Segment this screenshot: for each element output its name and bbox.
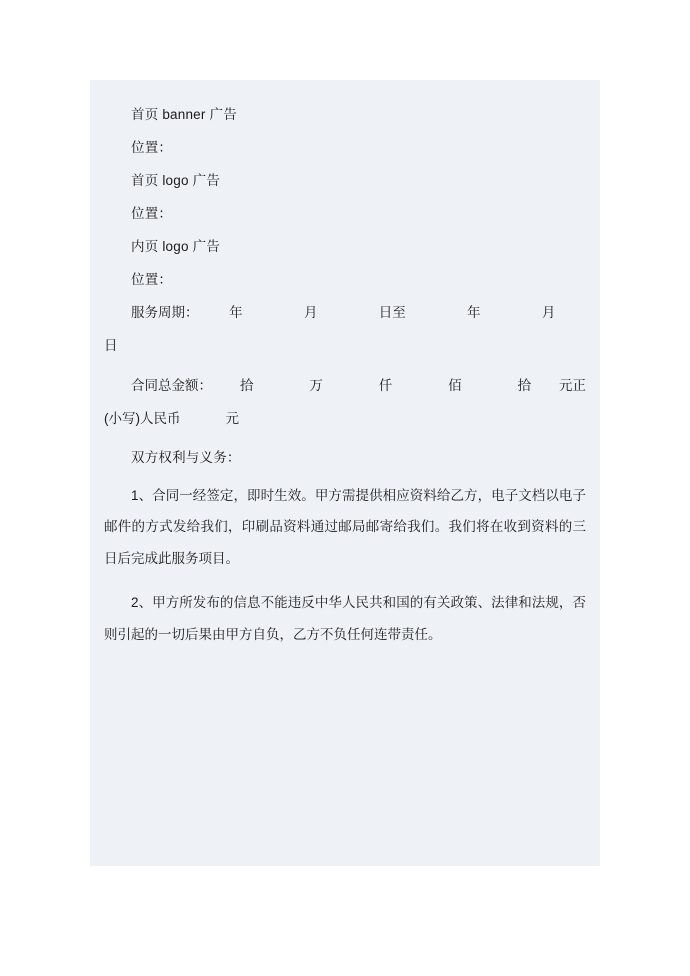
service-period-slot-day-to: 日至 bbox=[378, 305, 406, 321]
contract-amount-slot-shi-wan: 拾 bbox=[239, 377, 254, 393]
contract-amount-lowercase: (小写)人民币 元 bbox=[104, 410, 239, 426]
service-period-label: 服务周期： bbox=[131, 305, 199, 321]
contract-amount-label: 合同总金额： bbox=[131, 377, 212, 393]
line-home-logo-ad: 首页 logo 广告 bbox=[131, 173, 221, 189]
line-inner-logo-ad-position: 位置： bbox=[131, 272, 173, 288]
line-home-logo-ad-position: 位置： bbox=[131, 206, 173, 222]
clause-1: 1、合同一经签定，即时生效。甲方需提供相应资料给乙方，电子文档以电子邮件的方式发给我们，印刷品资料通过邮局邮寄给我们。我们将在收到资料的三日后完成此服务项目。 bbox=[104, 487, 586, 567]
service-period-tail: 日 bbox=[104, 338, 118, 354]
line-inner-logo-ad: 内页 logo 广告 bbox=[131, 239, 221, 255]
contract-amount-slot-wan: 万 bbox=[309, 377, 323, 393]
service-period-slot-month-start: 月 bbox=[303, 305, 318, 321]
line-banner-ad: 首页 banner 广告 bbox=[131, 107, 237, 122]
service-period-line bbox=[104, 296, 586, 329]
contract-content-block bbox=[90, 80, 600, 866]
line-banner-ad-position: 位置： bbox=[131, 140, 173, 156]
contract-amount-line bbox=[104, 369, 586, 402]
service-period-slot-month-end: 月 bbox=[541, 305, 556, 321]
contract-amount-slot-qian: 仟 bbox=[378, 377, 393, 393]
contract-amount-tail: 元正 bbox=[559, 377, 587, 393]
spacer-4 bbox=[104, 575, 586, 587]
clause-2: 2、甲方所发布的信息不能违反中华人民共和国的有关政策、法律和法规，否则引起的一切后果由甲方自负，乙方不负任何连带责任。 bbox=[104, 594, 586, 642]
service-period-slot-year-start: 年 bbox=[229, 305, 243, 321]
rights-and-obligations-heading: 双方权利与义务： bbox=[131, 449, 241, 465]
contract-amount-slot-bai: 佰 bbox=[448, 377, 462, 393]
service-period-slot-year-end: 年 bbox=[467, 305, 481, 321]
contract-amount-slot-shi: 拾 bbox=[517, 377, 532, 393]
